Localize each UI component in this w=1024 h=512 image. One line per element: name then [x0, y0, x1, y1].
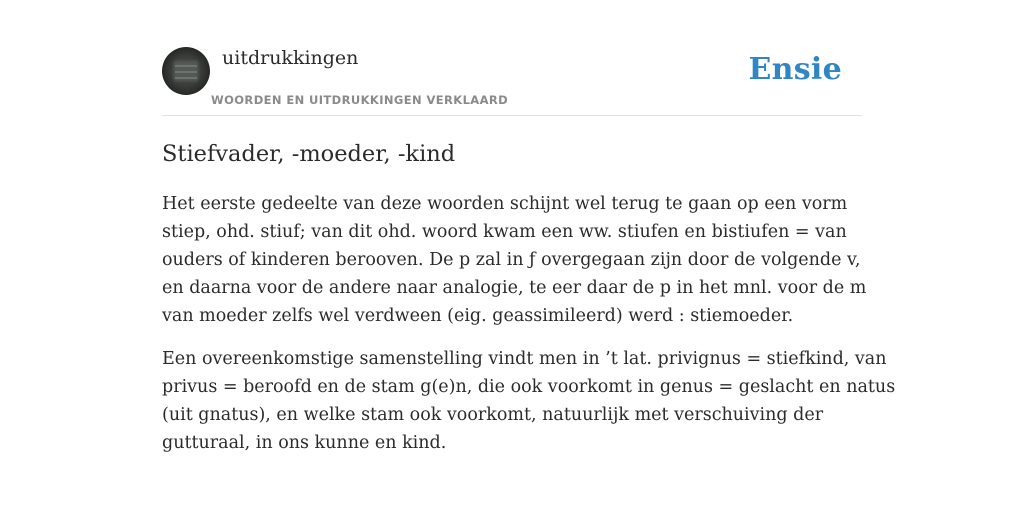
article — [162, 138, 896, 472]
paragraph — [162, 190, 867, 330]
text-line: Een overeenkomstige samenstelling vindt men in ’t lat. privignus = stiefkind, van — [162, 349, 887, 369]
text-line: (uit gnatus), en welke stam ook voorkomt, natuurlijk met verschuiving der — [162, 405, 824, 425]
text-line: stiep, ohd. stiuf; van dit ohd. woord kwam een ww. stiufen en bistiufen = van — [162, 222, 847, 242]
tagline: WOORDEN EN UITDRUKKINGEN VERKLAARD — [211, 93, 509, 107]
text-line: en daarna voor de andere naar analogie, te eer daar de p in het mnl. voor de m — [162, 278, 867, 298]
avatar-detail — [175, 65, 197, 67]
avatar-detail — [175, 71, 197, 73]
text-line: Het eerste gedeelte van deze woorden schijnt wel terug te gaan op een vorm — [162, 194, 848, 214]
brand-logo[interactable]: Ensie — [748, 52, 842, 87]
text-line: gutturaal, in ons kunne en kind. — [162, 433, 447, 453]
avatar[interactable] — [162, 47, 210, 95]
text-line: privus = beroofd en de stam g(e)n, die ook voorkomt in genus = geslacht en natus — [162, 377, 896, 397]
header — [162, 44, 862, 116]
site-name[interactable]: uitdrukkingen — [222, 47, 359, 69]
page-title: Stiefvader, -moeder, -kind — [162, 141, 456, 167]
avatar-detail — [175, 77, 197, 79]
paragraph — [162, 345, 896, 457]
text-line: ouders of kinderen berooven. De p zal in ƒ overgegaan zijn door de volgende v, — [162, 250, 861, 270]
text-line: van moeder zelfs wel verdween (eig. geassimileerd) werd : stiemoeder. — [162, 306, 794, 326]
